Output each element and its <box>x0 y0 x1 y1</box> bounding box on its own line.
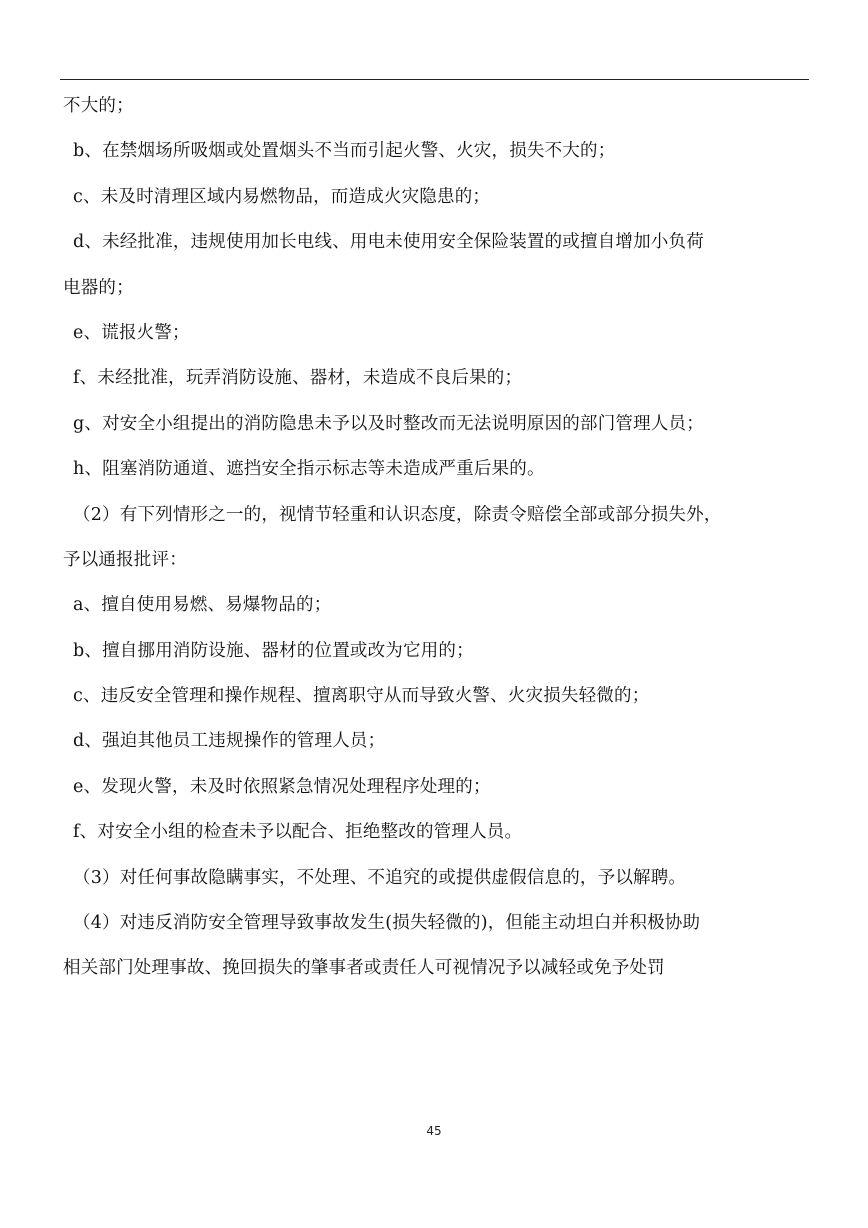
text-line: 相关部门处理事故、挽回损失的肇事者或责任人可视情况予以减轻或免予处罚 <box>63 958 665 979</box>
text-line: c、违反安全管理和操作规程、擅离职守从而导致火警、火灾损失轻微的； <box>73 686 650 707</box>
text-line: （2）有下列情形之一的，视情节轻重和认识态度，除责令赔偿全部或部分损失外， <box>73 504 722 525</box>
text-line: 予以通报批评： <box>63 549 187 570</box>
text-line: d、未经批准，违规使用加长电线、用电未使用安全保险装置的或擅自增加小负荷 <box>73 232 704 253</box>
text-line: e、谎报火警； <box>73 322 190 343</box>
text-line: 不大的； <box>63 96 134 116</box>
text-line: a、擅自使用易燃、易爆物品的； <box>73 595 332 616</box>
text-line: 电器的； <box>63 277 134 298</box>
text-line: g、对安全小组提出的消防隐患未予以及时整改而无法说明原因的部门管理人员； <box>73 413 704 434</box>
text-line: h、阻塞消防通道、遮挡安全指示标志等未造成严重后果的。 <box>73 459 545 480</box>
text-line: c、未及时清理区域内易燃物品，而造成火灾隐患的； <box>73 186 491 207</box>
text-line: f、对安全小组的检查未予以配合、拒绝整改的管理人员。 <box>73 822 523 843</box>
document-body <box>63 84 813 992</box>
text-line: （4）对违反消防安全管理导致事故发生(损失轻微的)，但能主动坦白并积极协助 <box>73 913 701 934</box>
text-line: d、强迫其他员工违规操作的管理人员； <box>73 731 386 752</box>
text-line: b、在禁烟场所吸烟或处置烟头不当而引起火警、火灾，损失不大的； <box>73 141 616 162</box>
text-line: （3）对任何事故隐瞒事实，不处理、不追究的或提供虚假信息的，予以解聘。 <box>73 867 687 888</box>
text-line: b、擅自挪用消防设施、器材的位置或改为它用的； <box>73 640 474 661</box>
text-line: e、发现火警，未及时依照紧急情况处理程序处理的； <box>73 776 491 797</box>
header-rule <box>60 79 809 80</box>
page-number: 45 <box>426 1124 442 1138</box>
text-line: f、未经批准，玩弄消防设施、器材，未造成不良后果的； <box>73 368 523 389</box>
